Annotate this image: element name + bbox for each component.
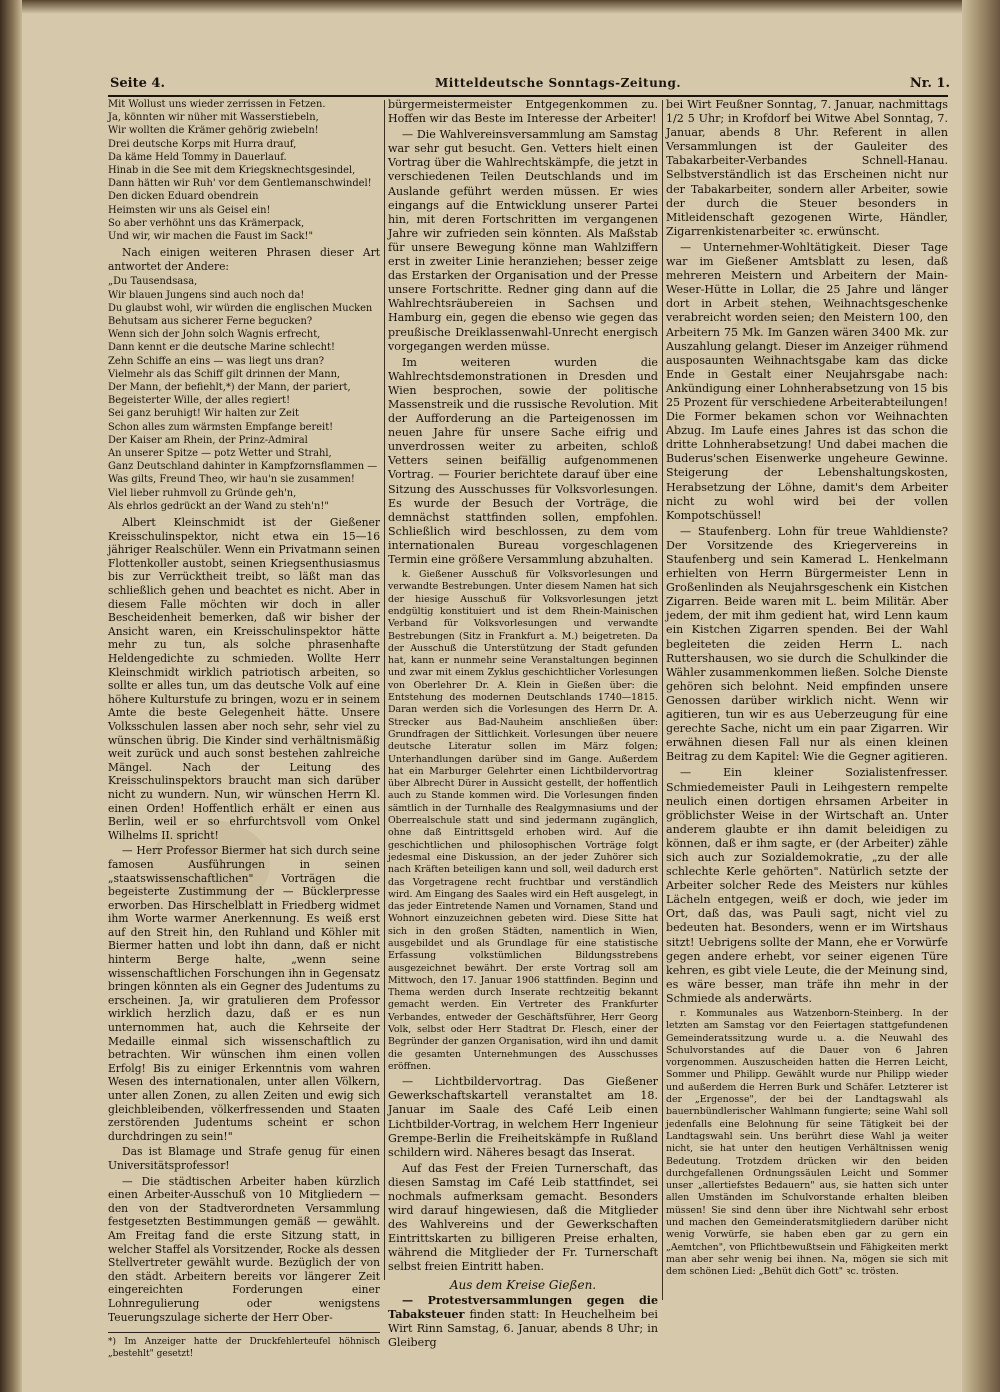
column-divider <box>384 100 385 1280</box>
article-paragraph: — Lichtbildervortrag. Das Gießener Gewerkschaftskartell veranstaltet am 18. Januar im Saale des Café Leib einen Lichtbilder-Vortrag, in welchem Herr Ingenieur Grempe-Berlin die Freiheitskämpfe in Rußland schildern wird. Näheres besagt das Inserat. <box>388 1075 658 1159</box>
footnote: *) Im Anzeiger hatte der Druckfehlerteufel höhnisch „bestehlt" gesetzt! <box>108 1332 380 1360</box>
article-paragraph: — Die städtischen Arbeiter haben kürzlich einen Arbeiter-Ausschuß von 10 Mitgliedern — den von der Stadtverordneten Versammlung festgesetzten Bestimmungen gemäß — gewählt. Am Freitag fand die erste Sitzung statt, in welcher Staffel als Vorsitzender, Rocke als dessen Stellvertreter gewählt wurde. Bezüglich der von den städt. Arbeitern bereits vor längerer Zeit eingereichten Forderungen einer Lohnregulierung oder wenigstens Teuerungszulage sicherte der Herr Ober- <box>108 1174 380 1324</box>
article-paragraph: — Unternehmer-Wohltätigkeit. Dieser Tage war im Gießener Amtsblatt zu lesen, daß mehreren Meistern und Arbeitern der Main-Weser-Hütte in Lollar, die 25 Jahre und länger dort in Arbeit stehen, Weihnachtsgeschenke verabreicht worden seien; den Meistern 100, den Arbeitern 75 Mk. Im Ganzen wären 3400 Mk. zur Auszahlung gelangt. Dieser im Anzeiger rühmend ausposaunten Weihnachtsgabe kam das dicke Ende in Gestalt einer Neujahrsgabe nach: Ankündigung einer Lohnherabsetzung von 15 bis 25 Prozent für verschiedene Arbeiterabteilungen! Die Former bekamen schon vor Weihnachten Abzug. Im Laufe eines Jahres ist das schon die dritte Lohnherabsetzung! Und dabei machen die Buderus'schen Eisenwerke ungeheure Gewinne. Steigerung der Lebenshaltungskosten, Herabsetzung der Löhne, damit's dem Arbeiter nicht zu wohl wird bei der vollen Kompotschüssel! <box>666 240 948 522</box>
article-paragraph: Albert Kleinschmidt ist der Gießener Kreisschulinspektor, nicht etwa ein 15—16 jähriger Realschüler. Wenn ein Privatmann seinen Flottenkoller austobt, seinen Kriegsenthusiasmus bis zur Verrücktheit treibt, so läßt man das schließlich gehen und beachtet es nicht. Aber in diesem Falle möchten wir doch in aller Bescheidenheit bemerken, daß wir bisher der Ansicht waren, ein Kreisschulinspektor hätte mehr zu tun, als solche phrasenhafte Heldengedichte zu schmieden. Wollte Herr Kleinschmidt wirklich patriotisch arbeiten, so sollte er alles tun, um das deutsche Volk auf eine höhere Kulturstufe zu bringen, wozu er in seinem Amte die beste Gelegenheit hätte. Unsere Volksschulen lassen aber noch sehr, sehr viel zu wünschen übrig. Die Kinder sind verhältnismäßig weit zurück und auch sonst bestehen zahlreiche Mängel. Nach der Leitung des Kreisschulinspektors braucht man sich darüber nicht zu wundern. Nun, wir wünschen Herrn Kl. einen Orden! Hoffentlich erhält er einen aus Berlin, weil er so ehrfurchtsvoll vom Onkel Wilhelms II. spricht! <box>108 516 380 842</box>
article-heading: — Protestversammlungen gegen die Tabaksteuer <box>388 1293 658 1321</box>
article-paragraph: — Staufenberg. Lohn für treue Wahldienste? Der Vorsitzende des Kriegervereins in Staufenberg und sein Kamerad L. Henkelmann erhielten von Herrn Bürgermeister Lenn in Großenlinden als Neujahrsgeschenk ein Kistchen Zigarren. Beide waren mit L. beim Militär. Aber jedem, der mit ihm gedient hat, wird Lenn kaum ein Kistchen Zigarren spenden. Bei der Wahl begleiteten die zeiden Herrn L. nach Ruttershausen, wo sie durch die Schulkinder die Wähler zusammenkommen ließen. Solche Dienste gehören sich belohnt. Neid empfinden unsere Genossen darüber wirklich nicht. Wenn wir agitieren, tun wir es aus Ueberzeugung für eine gerechte Sache, nicht um ein paar Zigarren. Wir erwähnen diesen Fall nur als einen kleinen Beitrag zu dem Kapitel: Wie die Gegner agitieren. <box>666 524 948 764</box>
article-paragraph: k. Gießener Ausschuß für Volksvorlesungen und verwandte Bestrebungen. Unter diesem Namen hat sich der hiesige Ausschuß für Volksvorlesungen jetzt endgültig konstituiert und ist dem Rhein-Mainischen Verband für Volksvorlesungen und verwandte Bestrebungen (Sitz in Frankfurt a. M.) beigetreten. Da der Ausschuß die Unterstützung der Stadt gefunden hat, kann er nunmehr seine Veranstaltungen beginnen und zwar mit einem Zyklus geschichtlicher Vorlesungen von Oberlehrer Dr. A. Klein in Gießen über: die Entstehung des modernen Deutschlands 1740—1815. Daran werden sich die Vorlesungen des Herrn Dr. A. Strecker aus Bad-Nauheim anschließen über: Grundfragen der Sittlichkeit. Vorlesungen über neuere deutsche Literatur sollen im März folgen; Unterhandlungen darüber sind im Gange. Außerdem hat ein Marburger Gelehrter einen Lichtbildervortrag über Albrecht Dürer in Aussicht gestellt, der hoffentlich auch zu Stande kommen wird. Die Vorlesungen finden sämtlich in der Turnhalle des Realgymnasiums und der Oberrealschule statt und sind jedermann zugänglich, ohne daß Eintrittsgeld erhoben wird. Auf die geschichtlichen und philosophischen Vorträge folgt jedesmal eine Diskussion, an der jeder Zuhörer sich nach Kräften beteiligen kann und soll, weil dadurch erst das Vorgetragene recht fruchtbar und verständlich wird. Am Eingang des Saales wird ein Heft ausgelegt, in das jeder Eintretende Namen und Vornamen, Stand und Wohnort einzuzeichnen gebeten wird. Diese Sitte hat sich in den großen Städten, namentlich in Wien, ausgebildet und als Grundlage für eine statistische Erfassung volkstümlichen Bildungsstrebens ausgezeichnet bewährt. Der erste Vortrag soll am Mittwoch, den 17. Januar 1906 stattfinden. Beginn und Thema werden durch Inserate rechtzeitig bekannt gemacht werden. Ein Vertreter des Frankfurter Verbandes, entweder der Geschäftsführer, Herr Georg Volk, selbst oder Herr Stadtrat Dr. Flesch, einer der Begründer der ganzen Organisation, wird ihn und damit die gesamten Unternehmungen des Ausschusses eröffnen. <box>388 569 658 1072</box>
article-paragraph: Im weiteren wurden die Wahlrechtsdemonstrationen in Dresden und Wien besprochen, sowie der politische Massenstreik und die russische Revolution. Mit der Aufforderung an die Parteigenossen im neuen Jahre für unsere Sache eifrig und unverdrossen weiter zu arbeiten, schloß Vetters seinen beifällig aufgenommenen Vortrag. — Fourier berichtete darauf über eine Sitzung des Ausschusses für Volksvorlesungen. Es wurde der Besuch der Vorträge, die demnächst stattfinden sollen, empfohlen. Schließlich wird beschlossen, zu dem vom internationalen Bureau vorgeschlagenen Termin eine größere Versammlung abzuhalten. <box>388 355 658 566</box>
article-paragraph: — Die Wahlvereinsversammlung am Samstag war sehr gut besucht. Gen. Vetters hielt einen Vortrag über die Wahlrechtskämpfe, die jetzt in verschiedenen Teilen Deutschlands und im Auslande geführt werden müssen. Er wies eingangs auf die Entwicklung unserer Partei hin, mit deren Fortschritten im vergangenen Jahre wir zufrieden sein könnten. Als Maßstab für unsere Bewegung könne man Wahlziffern erst in zweiter Linie heranziehen; besser zeige das Erstarken der Organisation und der Presse unsere Fortschritte. Redner ging dann auf die Wahlrechtsräubereien in Sachsen und Hamburg ein, gegen die ebenso wie gegen das preußische Dreiklassenwahl-Unrecht energisch vorgegangen werden müsse. <box>388 128 658 353</box>
column-1 <box>108 98 380 1360</box>
page-shadow-top <box>0 0 1000 14</box>
column-2 <box>388 98 658 1352</box>
paper-title: Mitteldeutsche Sonntags-Zeitung. <box>435 76 682 90</box>
page-shadow-left <box>0 0 22 1392</box>
article-paragraph: bei Wirt Feußner Sonntag, 7. Januar, nachmittags 1/2 5 Uhr; in Krofdorf bei Witwe Abel Sonntag, 7. Januar, abends 8 Uhr. Referent in allen Versammlungen ist der Gauleiter des Tabakarbeiter-Verbandes Schnell-Hanau. Selbstverständlich ist das Erscheinen nicht nur der Tabakarbeiter, sondern aller Arbeiter, sowie der durch die Steuer besonders in Mitleidenschaft gezogenen Wirte, Händler, Zigarrenkistenarbeiter ꝛc. erwünscht. <box>666 98 948 238</box>
article-paragraph: r. Kommunales aus Watzenborn-Steinberg. In der letzten am Samstag vor den Feiertagen stattgefundenen Gemeinderatssitzung wurde u. a. die Neuwahl des Schulvorstandes auf die Dauer von 6 Jahren vorgenommen. Auszuscheiden hatten die Herren Leicht, Sommer und Philipp. Gewählt wurde nur Philipp wieder und außerdem die Herren Burk und Schäfer. Letzterer ist der „Ergenosse", der bei der Landtagswahl als bauernbündlerischer Wahlmann fungierte; seine Wahl soll jedenfalls eine Belohnung für seine Tätigkeit bei der Landtagswahl sein. Uns berührt diese Wahl ja weiter nicht, sie hat unter den heutigen Verhältnissen wenig Bedeutung. Trotzdem drücken wir den beiden durchgefallenen Ordnungssäulen Leicht und Sommer unser „allertiefstes Bedauern" aus, sie hatten sich unter allen Umständen im Schulvorstande erhalten bleiben müssen! Sie sind denn über ihre Nichtwahl sehr erbost und machen den Gemeinderatsmitgliedern darüber nicht wenig Vorwürfe, sie haben eben gar zu gern ein „Aemtchen", von Pflichtbewußtsein und Fähigkeiten merkt man aber sehr wenig bei ihnen. Na, mögen sie sich mit dem schönen Lied: „Behüt dich Gott" ꝛc. trösten. <box>666 1008 948 1278</box>
article-paragraph: bürgermeistermeister Entgegenkommen zu. Hoffen wir das Beste im Interesse der Arbeiter! <box>388 98 658 126</box>
column-divider <box>662 100 663 1300</box>
article-paragraph: Auf das Fest der Freien Turnerschaft, das diesen Samstag im Café Leib stattfindet, sei nochmals aufmerksam gemacht. Besonders wird darauf hingewiesen, daß die Mitglieder des Wahlvereins und der Gewerkschaften Eintrittskarten zu billigeren Preise erhalten, während die Mitglieder der Fr. Turnerschaft selbst freien Eintritt haben. <box>388 1161 658 1274</box>
article-paragraph <box>388 1294 658 1350</box>
page-header <box>110 76 950 96</box>
article-paragraph: Das ist Blamage und Strafe genug für einen Universitätsprofessor! <box>108 1145 380 1172</box>
column-3 <box>666 98 948 1281</box>
article-paragraph: Nach einigen weiteren Phrasen dieser Art antwortet der Andere: <box>108 246 380 273</box>
article-text: finden statt: In Heuchelheim bei Wirt Rinn Samstag, 6. Januar, abends 8 Uhr; in Gleiberg <box>388 1307 658 1349</box>
issue-number: Nr. 1. <box>909 76 950 91</box>
header-rule <box>108 95 948 97</box>
page-shadow-right <box>962 0 1000 1392</box>
section-heading: Aus dem Kreise Gießen. <box>449 1277 597 1292</box>
page-number: Seite 4. <box>110 76 165 91</box>
article-paragraph: — Ein kleiner Sozialistenfresser. Schmiedemeister Pauli in Leihgestern rempelte neulich einen dortigen ehrsamen Arbeiter in gröblichster Weise in der Wirtschaft an. Unter anderem glaubte er ihn damit beleidigen zu können, daß er ihm sagte, er (der Arbeiter) zähle sich auch zur Sozialdemokratie, „zu der alle schlechte Kerle gehörten". Natürlich setzte der Arbeiter solcher Rede des Meisters nur kühles Lächeln entgegen, weiß er doch, wie jeder im Ort, daß das, was Pauli sagt, nicht viel zu bedeuten hat. Besonders, wenn er im Wirtshaus sitzt! Uebrigens sollte der Mann, ehe er Vorwürfe gegen andere erhebt, vor seiner eigenen Türe kehren, es gibt viele Leute, die der Meinung sind, es wäre besser, man träfe ihn mehr in der Schmiede als anderwärts. <box>666 766 948 1005</box>
poem-stanza: „Du Tausendsasa, Wir blauen Jungens sind auch noch da! Du glaubst wohl, wir würden die englischen Mucken Behutsam aus sicherer Ferne begucken? Wenn sich der John solch Wagnis erfrecht, Dann kennt er die deutsche Marine schlecht! Zehn Schiffe an eins — was liegt uns dran? Vielmehr als das Schiff gilt drinnen der Mann, Der Mann, der befiehlt,*) der Mann, der pariert, Begeisterter Wille, der alles regiert! Sei ganz beruhigt! Wir halten zur Zeit Schon alles zum wärmsten Empfange bereit! Der Kaiser am Rhein, der Prinz-Admiral An unserer Spitze — potz Wetter und Strahl, Ganz Deutschland dahinter in Kampfzornsflammen — Was gilts, Freund Theo, wir hau'n sie zusammen! Viel lieber ruhmvoll zu Gründe geh'n, Als ehrlos gedrückt an der Wand zu steh'n!" <box>108 276 378 512</box>
article-paragraph: — Herr Professor Biermer hat sich durch seine famosen Ausführungen in seinen „staatswissenschaftlichen" Vorträgen die begeisterte Zustimmung der — Bücklerpresse erworben. Das Hirschelblatt in Friedberg widmet ihm Worte warmer Anerkennung. Es weiß erst auf den Streit hin, den Ruhland und Köhler mit Biermer hatten und lobt ihn dann, daß er nicht hinterm Berge halte, „wenn seine wissenschaftlichen Forschungen ihn in Gegensatz bringen könnten als ein Gegner des Judentums zu erscheinen. Ja, wir gratulieren dem Professor wirklich herzlich dazu, daß er es nun unternommen hat, auch die Kehrseite der Medaille einmal sich wissenschaftlich zu betrachten. Wir wünschen ihm einen vollen Erfolg! Bis zu einiger Erkenntnis vom wahren Wesen des internationalen, unter allen Völkern, unter allen Zonen, zu allen Zeiten und ewig sich gleichbleibenden, völkerfressenden und Staaten zerstörenden Judentums scheint er schon durchdringen zu sein!" <box>108 844 380 1143</box>
poem-stanza: Mit Wollust uns wieder zerrissen in Fetzen. Ja, könnten wir nüher mit Wasserstiebeln, Wir wollten die Krämer gehörig zwiebeln! Drei deutsche Korps mit Hurra drauf, Da käme Held Tommy in Dauerlauf. Hinab in die See mit dem Kriegsknechtsgesindel, Dann hätten wir Ruh' vor dem Gentlemanschwindel! Den dicken Eduard obendrein Heimsten wir uns als Geisel ein! So aber verhöhnt uns das Krämerpack, Und wir, wir machen die Faust im Sack!" <box>108 99 372 243</box>
